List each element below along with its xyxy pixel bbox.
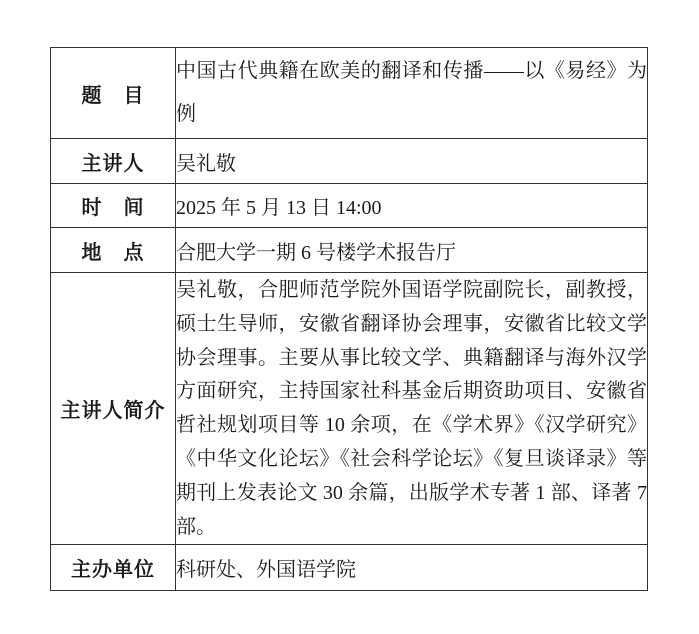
speaker-value: 吴礼敬 — [176, 139, 648, 184]
table-row-time — [51, 184, 648, 228]
host-label: 主办单位 — [51, 545, 176, 591]
speaker-bio-label: 主讲人简介 — [51, 273, 176, 545]
table-row-place — [51, 228, 648, 273]
time-label: 时 间 — [51, 184, 176, 228]
host-value: 科研处、外国语学院 — [176, 545, 648, 591]
lecture-info-table — [50, 47, 648, 591]
place-label: 地 点 — [51, 228, 176, 273]
table-row-title — [51, 48, 648, 139]
time-value: 2025 年 5 月 13 日 14:00 — [176, 184, 648, 228]
speaker-label: 主讲人 — [51, 139, 176, 184]
place-value: 合肥大学一期 6 号楼学术报告厅 — [176, 228, 648, 273]
title-value: 中国古代典籍在欧美的翻译和传播——以《易经》为例 — [176, 48, 648, 139]
speaker-bio-value: 吴礼敬，合肥师范学院外国语学院副院长，副教授，硕士生导师，安徽省翻译协会理事，安徽省比较文学协会理事。主要从事比较文学、典籍翻译与海外汉学方面研究，主持国家社科基金后期资助项目、安徽省哲社规划项目等 10 余项，在《学术界》《汉学研究》《中华文化论坛》《社会科学论坛》《复旦谈译录》等期刊上发表论文 30 余篇，出版学术专著 1 部、译著 7 部。 — [176, 273, 648, 545]
table-row-speaker — [51, 139, 648, 184]
table-row-speaker-bio — [51, 273, 648, 545]
table-row-host — [51, 545, 648, 591]
title-label: 题 目 — [51, 48, 176, 139]
